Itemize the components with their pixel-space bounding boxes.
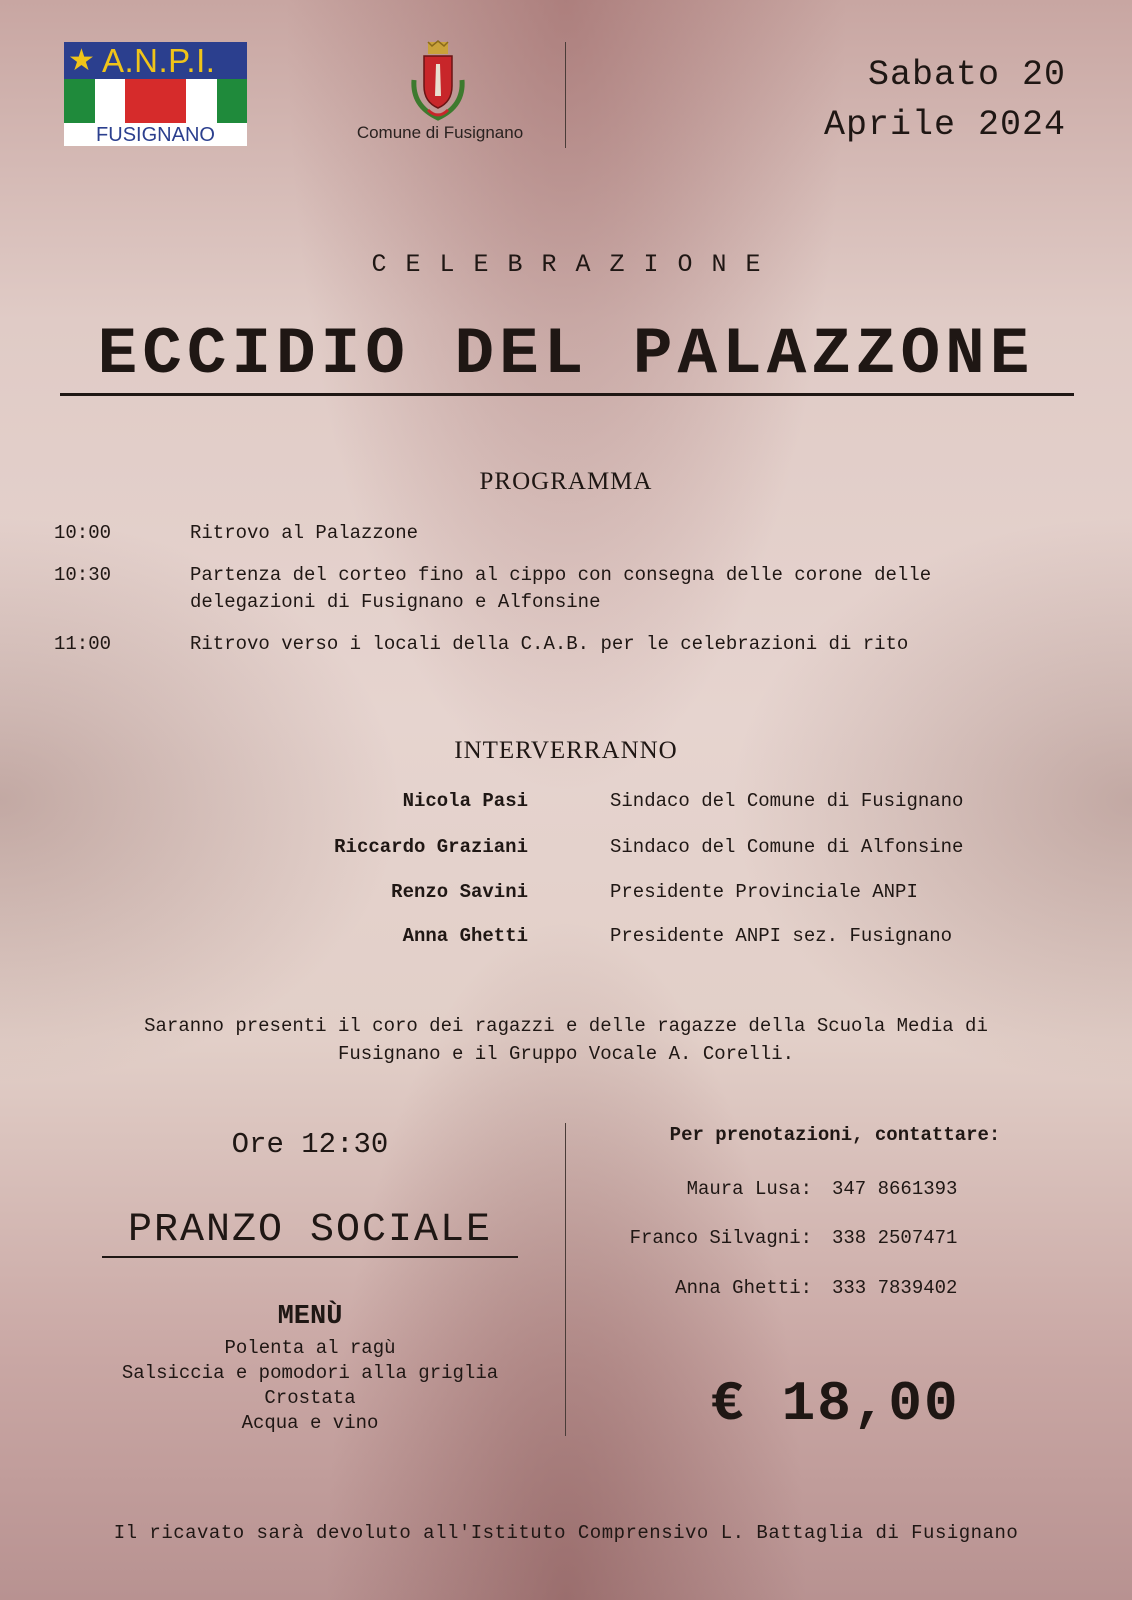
date-line-1: Sabato 20 [867, 55, 1066, 95]
choir-note [60, 1012, 1072, 1068]
anpi-logo-sub: FUSIGNANO [96, 124, 215, 146]
program-description [190, 562, 1070, 616]
program-description [190, 520, 1070, 547]
speaker-name: Renzo Savini [391, 881, 528, 903]
choir-note-line: Saranno presenti il coro dei ragazzi e delle ragazze della Scuola Media di [144, 1015, 988, 1037]
price: € 18,00 [710, 1372, 960, 1436]
contacts-heading: Per prenotazioni, contattare: [669, 1124, 1001, 1146]
star-icon: ★ [68, 43, 95, 78]
comune-label: Comune di Fusignano [356, 123, 524, 142]
footer-note: Il ricavato sarà devoluto all'Istituto Comprensivo L. Battaglia di Fusignano [113, 1522, 1019, 1544]
program-time: 11:00 [54, 633, 112, 655]
lunch-title-underline [102, 1256, 518, 1258]
anpi-logo-banner [64, 42, 247, 79]
interverranno-heading: INTERVERRANNO [454, 737, 678, 764]
contact-name: Anna Ghetti: [675, 1277, 812, 1299]
choir-note-line: Fusignano e il Gruppo Vocale A. Corelli. [337, 1043, 795, 1065]
program-time: 10:00 [54, 522, 112, 544]
lunch-title: PRANZO SOCIALE [127, 1208, 493, 1253]
comune-crest-icon [406, 40, 470, 122]
menu-item: Polenta al ragù [224, 1337, 396, 1359]
menu-item: Salsiccia e pomodori alla griglia [121, 1362, 499, 1384]
program-time: 10:30 [54, 564, 112, 586]
program-description-line: delegazioni di Fusignano e Alfonsine [190, 591, 601, 613]
title-underline [60, 393, 1074, 396]
contact-name: Maura Lusa: [686, 1178, 812, 1200]
program-description-line: Partenza del corteo fino al cippo con consegna delle corone delle [190, 564, 932, 586]
menu-list [80, 1336, 540, 1436]
programma-heading: PROGRAMMA [479, 468, 653, 495]
menu-item: Acqua e vino [241, 1412, 379, 1434]
speaker-role: Presidente Provinciale ANPI [610, 881, 918, 903]
speaker-name: Anna Ghetti [402, 925, 528, 947]
menu-item: Crostata [264, 1387, 356, 1409]
speaker-role: Sindaco del Comune di Alfonsine [610, 836, 964, 858]
anpi-logo-text: A.N.P.I. [102, 42, 216, 79]
contact-phone: 347 8661393 [832, 1178, 958, 1200]
lunch-time: Ore 12:30 [231, 1128, 389, 1161]
speaker-name: Riccardo Graziani [334, 836, 528, 858]
title-overline: CELEBRAZIONE [371, 250, 780, 279]
event-date [700, 50, 1066, 150]
program-description-line: Ritrovo verso i locali della C.A.B. per le celebrazioni di rito [190, 633, 909, 655]
page-title: ECCIDIO DEL PALAZZONE [97, 317, 1035, 392]
contact-phone: 333 7839402 [832, 1277, 958, 1299]
date-line-2: Aprile 2024 [823, 105, 1066, 145]
speaker-role: Presidente ANPI sez. Fusignano [610, 925, 953, 947]
contact-name: Franco Silvagni: [629, 1227, 812, 1249]
header-divider [565, 42, 566, 148]
speaker-role: Sindaco del Comune di Fusignano [610, 790, 964, 812]
speaker-name: Nicola Pasi [402, 790, 528, 812]
program-description-line: Ritrovo al Palazzone [190, 522, 419, 544]
program-description [190, 631, 1070, 658]
menu-title: MENÙ [277, 1302, 343, 1332]
bottom-divider [565, 1123, 566, 1436]
contact-phone: 338 2507471 [832, 1227, 958, 1249]
italian-flag-stripes [64, 79, 247, 123]
anpi-fusignano-logo [64, 42, 247, 146]
